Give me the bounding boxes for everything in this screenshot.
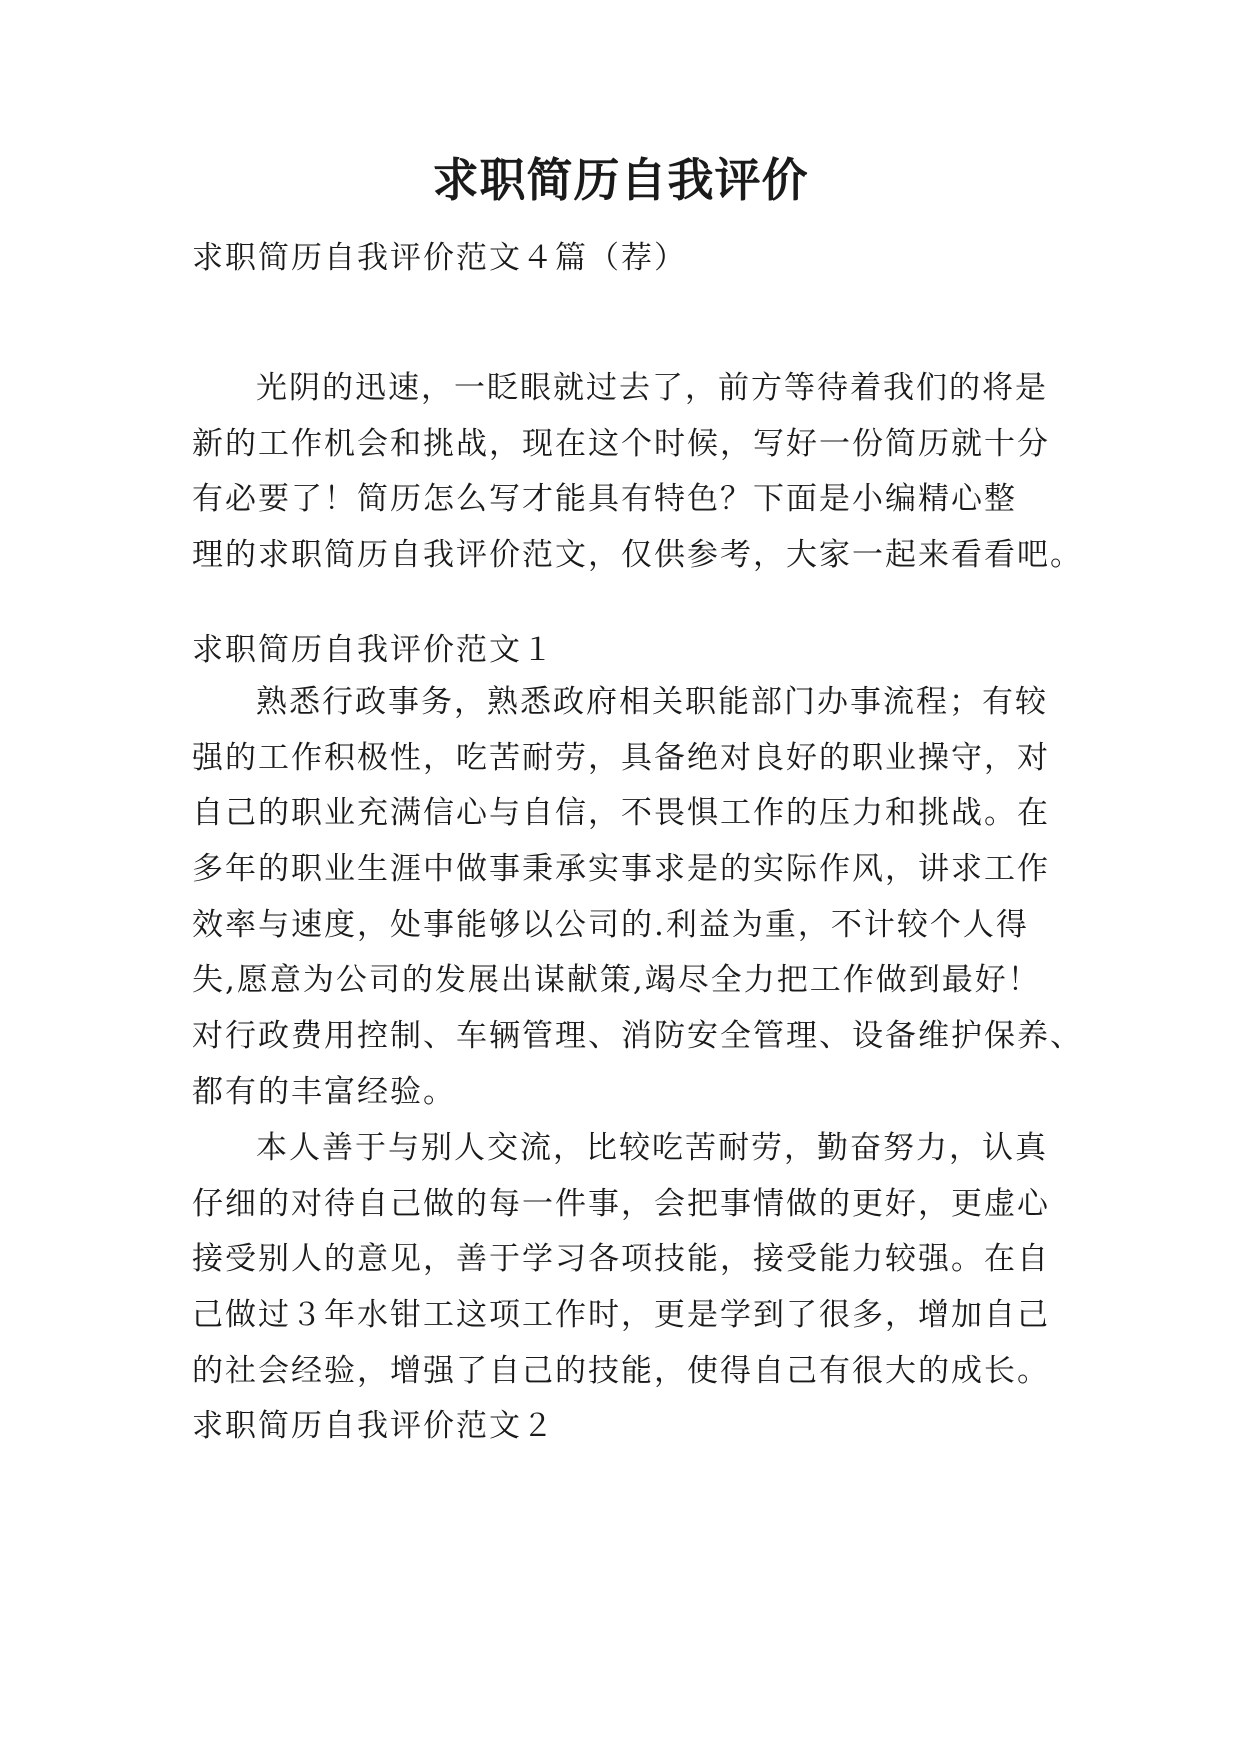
section1-p1-line: 都有的丰富经验。: [192, 1074, 456, 1110]
document-subtitle: 求职简历自我评价范文４篇（荐）: [192, 240, 687, 276]
section1-p2-line: 仔细的对待自己做的每一件事，会把事情做的更好，更虚心: [192, 1186, 1050, 1222]
intro-line: 有必要了！简历怎么写才能具有特色？下面是小编精心整: [192, 481, 1017, 517]
section1-p2-line: 己做过３年水钳工这项工作时，更是学到了很多，增加自己: [192, 1297, 1050, 1333]
section1-p1-line: 自己的职业充满信心与自信，不畏惧工作的压力和挑战。在: [192, 795, 1050, 831]
intro-line: 光阴的迅速，一眨眼就过去了，前方等待着我们的将是: [256, 370, 1048, 406]
section1-p1-line: 强的工作积极性，吃苦耐劳，具备绝对良好的职业操守，对: [192, 740, 1050, 776]
section2-heading: 求职简历自我评价范文２: [192, 1408, 555, 1444]
intro-line: 新的工作机会和挑战，现在这个时候，写好一份简历就十分: [192, 426, 1050, 462]
section1-p1-line: 多年的职业生涯中做事秉承实事求是的实际作风，讲求工作: [192, 851, 1050, 887]
section1-p2-line: 本人善于与别人交流，比较吃苦耐劳，勤奋努力，认真: [256, 1130, 1048, 1166]
section1-p1-line: 失,愿意为公司的发展出谋献策,竭尽全力把工作做到最好！: [192, 962, 1041, 998]
intro-line: 理的求职简历自我评价范文，仅供参考，大家一起来看看吧。: [192, 537, 1083, 573]
section1-p2-line: 的社会经验，增强了自己的技能，使得自己有很大的成长。: [192, 1353, 1050, 1389]
section1-p2-line: 接受别人的意见，善于学习各项技能，接受能力较强。在自: [192, 1241, 1050, 1277]
section1-heading: 求职简历自我评价范文１: [192, 632, 555, 668]
section1-p1-line: 效率与速度，处事能够以公司的.利益为重，不计较个人得: [192, 907, 1029, 943]
section1-p1-line: 熟悉行政事务，熟悉政府相关职能部门办事流程；有较: [256, 684, 1048, 720]
section1-p1-line: 对行政费用控制、车辆管理、消防安全管理、设备维护保养、: [192, 1018, 1083, 1054]
document-title: 求职简历自我评价: [432, 153, 809, 207]
